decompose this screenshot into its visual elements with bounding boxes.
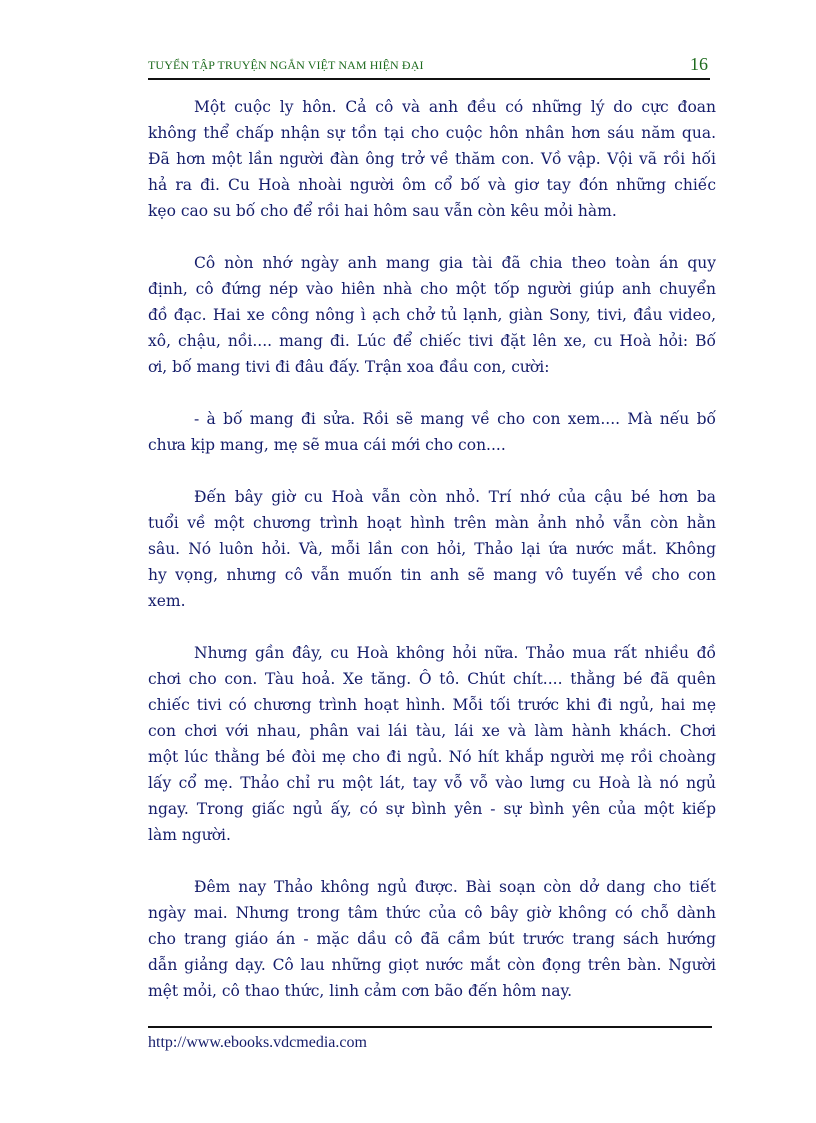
text-line: Một cuộc ly hôn. Cả cô và anh đều có những lý do cực đoan bbox=[194, 98, 716, 116]
story-text bbox=[148, 94, 716, 1030]
text-line: chơi cho con. Tàu hoả. Xe tăng. Ô tô. Chút chít.... thằng bé đã quên bbox=[148, 670, 716, 688]
text-line: định, cô đứng nép vào hiên nhà cho một tốp người giúp anh chuyển bbox=[148, 280, 716, 298]
text-line: ngay. Trong giấc ngủ ấy, có sự bình yên - sự bình yên của một kiếp bbox=[148, 800, 716, 818]
text-line: hả ra đi. Cu Hoà nhoài người ôm cổ bố và giơ tay đón những chiếc bbox=[148, 176, 716, 194]
text-line: hy vọng, nhưng cô vẫn muốn tin anh sẽ mang vô tuyến về cho con bbox=[148, 566, 716, 584]
footer-website-link[interactable]: http://www.ebooks.vdcmedia.com bbox=[148, 1034, 367, 1051]
paragraph-2 bbox=[148, 250, 716, 380]
text-line: mệt mỏi, cô thao thức, linh cảm cơn bão đến hôm nay. bbox=[148, 982, 573, 1000]
paragraph-6 bbox=[148, 874, 716, 1004]
text-line: cho trang giáo án - mặc dầu cô đã cầm bút trước trang sách hướng bbox=[148, 930, 716, 948]
text-line: dẫn giảng dạy. Cô lau những giọt nước mắt còn đọng trên bàn. Người bbox=[148, 956, 716, 974]
text-line: lấy cổ mẹ. Thảo chỉ ru một lát, tay vỗ vỗ vào lưng cu Hoà là nó ngủ bbox=[148, 774, 716, 792]
text-line: tuổi về một chương trình hoạt hình trên màn ảnh nhỏ vẫn còn hằn bbox=[148, 514, 716, 532]
page-number: 16 bbox=[690, 54, 708, 74]
text-line: Đến bây giờ cu Hoà vẫn còn nhỏ. Trí nhớ của cậu bé hơn ba bbox=[194, 488, 716, 506]
text-line: ơi, bố mang tivi đi đâu đấy. Trận xoa đầu con, cười: bbox=[148, 358, 550, 376]
text-line: đồ đạc. Hai xe công nông ì ạch chở tủ lạnh, giàn Sony, tivi, đầu video, bbox=[148, 306, 716, 324]
text-line: Đã hơn một lần người đàn ông trở về thăm con. Vồ vập. Vội vã rồi hối bbox=[148, 150, 716, 168]
text-line: Đêm nay Thảo không ngủ được. Bài soạn còn dở dang cho tiết bbox=[194, 878, 716, 896]
text-line: làm người. bbox=[148, 826, 231, 844]
text-line: Nhưng gần đây, cu Hoà không hỏi nữa. Thảo mua rất nhiều đồ bbox=[194, 644, 716, 662]
page-header bbox=[148, 52, 710, 80]
text-line: - à bố mang đi sửa. Rồi sẽ mang về cho con xem.... Mà nếu bố bbox=[194, 410, 716, 428]
text-line: chưa kịp mang, mẹ sẽ mua cái mới cho con.... bbox=[148, 436, 506, 454]
paragraph-1 bbox=[148, 94, 716, 224]
text-line: kẹo cao su bố cho để rồi hai hôm sau vẫn còn kêu mỏi hàm. bbox=[148, 202, 617, 220]
text-line: xem. bbox=[148, 592, 186, 610]
text-line: không thể chấp nhận sự tồn tại cho cuộc hôn nhân hơn sáu năm qua. bbox=[148, 124, 716, 142]
text-line: chiếc tivi có chương trình hoạt hình. Mỗi tối trước khi đi ngủ, hai mẹ bbox=[148, 696, 716, 714]
paragraph-3 bbox=[148, 406, 716, 458]
footer-divider bbox=[148, 1026, 712, 1028]
text-line: ngày mai. Nhưng trong tâm thức của cô bây giờ không có chỗ dành bbox=[148, 904, 716, 922]
text-line: con chơi với nhau, phân vai lái tàu, lái xe và làm hành khách. Chơi bbox=[148, 722, 716, 740]
paragraph-4 bbox=[148, 484, 716, 614]
paragraph-5 bbox=[148, 640, 716, 848]
book-title: TUYỂN TẬP TRUYỆN NGẮN VIỆT NAM HIỆN ĐẠI bbox=[148, 58, 424, 72]
text-line: xô, chậu, nồi.... mang đi. Lúc để chiếc tivi đặt lên xe, cu Hoà hỏi: Bố bbox=[148, 332, 716, 350]
text-line: sâu. Nó luôn hỏi. Và, mỗi lần con hỏi, Thảo lại ứa nước mắt. Không bbox=[148, 540, 716, 558]
text-line: Cô nòn nhớ ngày anh mang gia tài đã chia theo toàn án quy bbox=[194, 254, 716, 272]
text-line: một lúc thằng bé đòi mẹ cho đi ngủ. Nó hít khắp người mẹ rồi choàng bbox=[148, 748, 716, 766]
